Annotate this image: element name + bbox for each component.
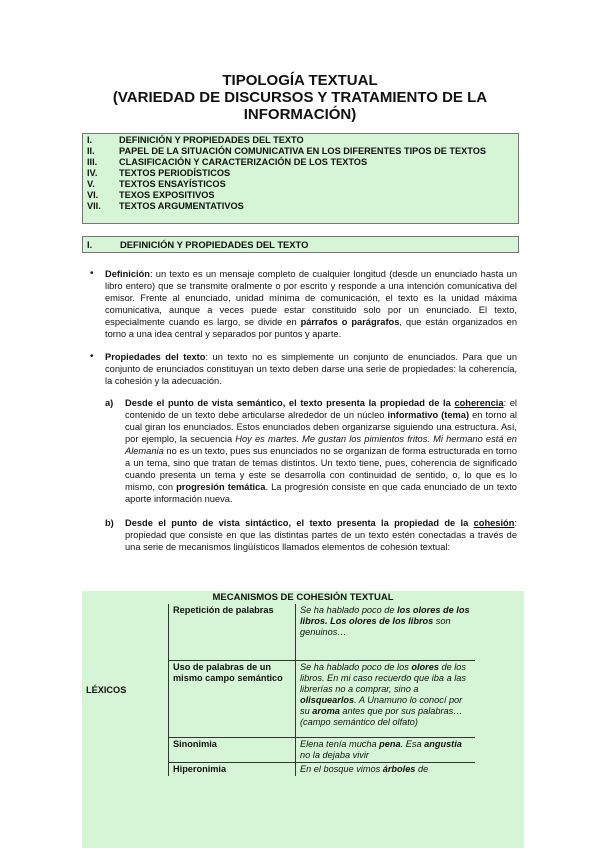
toc-text: TEXTOS ARGUMENTATIVOS: [119, 201, 244, 211]
mechanism-cell: Repetición de palabras: [169, 604, 296, 661]
cohesion-heading: Desde el punto de vista sintáctico, el texto presenta la propiedad de la: [125, 518, 474, 528]
example-bold: olores: [411, 662, 439, 672]
example-text: son genuinos…: [300, 616, 451, 637]
propiedades-text: : un texto no es simplemente un conjunto de enunciados. Para que un conjunto de enunciados constituyan un texto deben darse una serie de propiedades: la coherencia, la cohesión y la adecuación.: [105, 352, 517, 386]
toc-item: [87, 146, 514, 157]
toc-number: II.: [87, 146, 95, 156]
mechanism-cell: Sinonimia: [169, 738, 296, 763]
table-of-contents: [82, 133, 519, 224]
toc-item: [87, 201, 514, 212]
example-bold: árboles: [382, 764, 416, 774]
example-text: de los libros. En mi caso recuerdo que iba a las librerías no a comprar, sino a: [300, 662, 467, 694]
progresion-tematica: progresión temática: [176, 482, 266, 492]
mechanism-cell: Hiperonimia: [169, 763, 296, 777]
example-text: no la dejaba vivir: [300, 750, 369, 760]
cohesion-text: : propiedad que consiste en que las distintas partes de un texto estén conectadas a través de una serie de mecanismos lingüísticos llamados elementos de cohesión textual:: [125, 518, 517, 552]
toc-number: VII.: [87, 201, 101, 211]
category-label: LÉXICOS: [86, 684, 127, 695]
example-text: Se ha hablado poco de: [300, 605, 398, 615]
table-row: [82, 604, 475, 661]
toc-number: III.: [87, 157, 98, 167]
table-caption: MECANISMOS DE COHESIÓN TEXTUAL: [212, 592, 394, 603]
coherencia-text-3: no es un texto, pues sus enunciados no se organizan de forma estructurada en torno a un tema, sino que tratan de temas distintos. Un texto tiene, pues, coherencia de significado cuando presenta un tema y este se desarrolla con continuidad de sentido, o, lo que es lo mismo, con: [125, 446, 517, 492]
example-cell: [296, 763, 476, 777]
example-bold: aroma: [312, 706, 340, 716]
definicion-paragraph: [90, 268, 517, 340]
example-cell: [296, 661, 476, 738]
category-cell: [82, 604, 169, 776]
coherencia-text-2: en torno al cual giran los enunciados. Estos enunciados deben organizarse siguiendo una estructura. Así, por ejemplo, la secuencia: [125, 410, 517, 444]
toc-text: DEFINICIÓN Y PROPIEDADES DEL TEXTO: [119, 135, 304, 145]
toc-item: [87, 157, 514, 168]
toc-item: [87, 179, 514, 190]
title-line-3: INFORMACIÓN): [243, 106, 357, 123]
example-cell: [296, 738, 476, 763]
toc-text: TEXTOS ENSAYÍSTICOS: [119, 179, 226, 189]
toc-item: [87, 168, 514, 179]
definicion-bold: párrafos o parágrafos: [300, 317, 400, 327]
example-text: de: [415, 764, 429, 774]
coherencia-item: [105, 397, 517, 505]
section-heading: [82, 236, 519, 253]
toc-number: IV.: [87, 168, 98, 178]
item-label: b): [105, 518, 114, 528]
toc-item: [87, 135, 514, 146]
toc-item: [87, 190, 514, 201]
example-text: En el bosque vimos: [300, 764, 383, 774]
cohesion-table: [82, 604, 475, 776]
propiedades-term: Propiedades del texto: [105, 352, 206, 362]
example-text: Elena tenía mucha: [300, 739, 380, 749]
example-sequence: Hoy es martes. Me gustan los pimientos fritos. Mi hermano está en Alemania: [125, 434, 517, 456]
toc-text: PAPEL DE LA SITUACIÓN COMUNICATIVA EN LOS DIFERENTES TIPOS DE TEXTOS: [119, 146, 487, 156]
title-line-1: TIPOLOGÍA TEXTUAL: [222, 72, 378, 89]
toc-text: CLASIFICACIÓN Y CARACTERIZACIÓN DE LOS TEXTOS: [119, 157, 368, 167]
example-bold: angustia: [424, 739, 462, 749]
coherencia-term: coherencia: [454, 398, 504, 408]
example-text: Se ha hablado poco de los: [300, 662, 412, 672]
example-bold: olisquearlos: [300, 695, 355, 705]
example-text: . A Unamuno lo conocí por su: [300, 695, 463, 716]
example-cell: [296, 604, 476, 661]
toc-text: TEXTOS PERIODÍSTICOS: [119, 168, 231, 178]
section-title: DEFINICIÓN Y PROPIEDADES DEL TEXTO: [120, 239, 309, 250]
example-bold: pena: [379, 739, 401, 749]
title-line-2: (VARIEDAD DE DISCURSOS Y TRATAMIENTO DE LA: [112, 89, 488, 106]
example-bold: los olores de los libros. Los olores de los libros: [300, 605, 470, 626]
informativo-tema: informativo (tema): [387, 410, 470, 420]
toc-text: TEXOS EXPOSITIVOS: [119, 190, 215, 200]
cohesion-term: cohesión: [473, 518, 515, 528]
item-label: a): [105, 398, 114, 408]
toc-number: VI.: [87, 190, 99, 200]
propiedades-paragraph: [90, 351, 517, 387]
example-text: antes que por sus palabras…(campo semántico del olfato): [300, 706, 463, 727]
coherencia-text-4: . La progresión consiste en que cada enunciado de un texto aporte información nueva.: [125, 482, 517, 504]
toc-number: V.: [87, 179, 95, 189]
cohesion-item: [105, 517, 517, 553]
section-number: I.: [87, 239, 93, 250]
coherencia-text: : el contenido de un texto debe articularse alrededor de un núcleo: [125, 398, 517, 420]
document-title: [60, 72, 540, 123]
toc-number: I.: [87, 135, 93, 145]
definicion-text-end: , que están organizados en torno a una idea central y separados por puntos y aparte.: [105, 317, 518, 339]
mechanism-cell: Uso de palabras de un mismo campo semántico: [169, 661, 296, 738]
bullet-dot: •: [90, 351, 94, 362]
bullet-dot: •: [90, 268, 94, 279]
definicion-term: Definición: [105, 269, 150, 279]
definicion-text: : un texto es un mensaje completo de cualquier longitud (desde un enunciado hasta un libro entero) que se transmite oralmente o por escrito y responde a una intención comunicativa del emisor. Frente al enunciado, unidad mínima de comunicación, el texto es la unidad máxima comunicativa, aunque a veces puede estar constituido solo por un enunciado. El texto, especialmente cuando es largo, se divide en: [105, 269, 517, 327]
coherencia-heading: Desde el punto de vista semántico, el texto presenta la propiedad de la: [125, 398, 455, 408]
example-text: . Esa: [400, 739, 425, 749]
